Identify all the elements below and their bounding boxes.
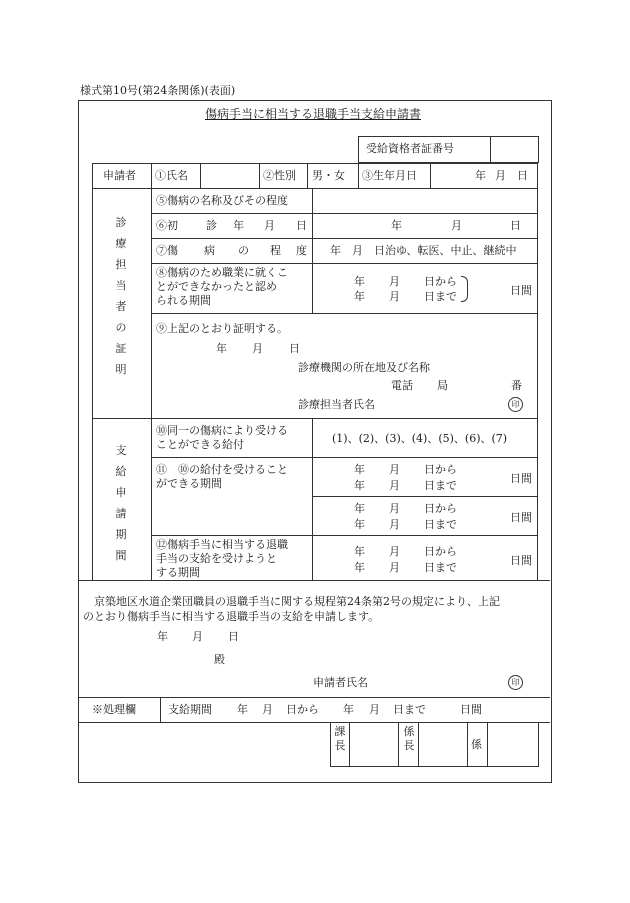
chief-stamp[interactable] [419,723,466,766]
period12-label: ⑫傷病手当に相当する退職 手当の支給を受けようと する期間 [156,538,288,579]
severity-value[interactable]: 年 月 日治ゆ、転医、中止、継続中 [330,244,517,257]
chief-label: 係長 [403,725,415,752]
birth-day: 日 [517,169,528,182]
doctor-section-label: 診療担当者の証明 [115,216,127,376]
name-label: ①氏名 [155,169,188,182]
applicant-name-label: 申請者氏名 [313,676,368,689]
applicant-row-top [92,163,537,164]
clinic-label: 診療機関の所在地及び名称 [298,361,430,374]
staff-label: 係 [471,738,482,751]
illness-name-field[interactable] [313,189,536,212]
doctor-seal: 印 [508,397,523,412]
birth-year: 年 [475,169,486,182]
sex-label: ②性別 [263,169,296,182]
birth-label: ③生年月日 [362,169,417,182]
same-illness-label: ⑩同一の傷病により受ける ことができる給付 [156,424,288,451]
addressee: 殿 [214,653,225,666]
brace-icon [461,276,468,302]
applicant-seal: 印 [508,675,523,690]
doctor-name-label: 診療担当者氏名 [298,398,375,411]
illness-name-label: ⑤傷病の名称及びその程度 [156,194,288,207]
staff-stamp[interactable] [488,723,536,766]
name-field[interactable] [201,164,258,187]
birth-month: 月 [495,169,506,182]
section-chief-label: 課長 [334,725,346,752]
form-reference: 様式第10号(第24条関係)(表面) [80,84,236,97]
processing-label: ※処理欄 [92,703,136,716]
unable-period-days: 日間 [510,284,532,297]
sex-options[interactable]: 男・女 [312,169,345,182]
certify-statement: ⑨上記のとおり証明する。 [156,322,288,335]
applicant-label: 申請者 [103,169,136,182]
benefit-section-label: 支給申請期間 [115,444,127,562]
cert-number-label: 受給資格者証番号 [366,142,454,155]
declaration-text: 京築地区水道企業団職員の退職手当に関する規程第24条第2号の規定により、上記 のとおり傷病手当に相当する退職手当の支給を申請します。 [83,595,500,623]
cert-number-field[interactable] [491,137,537,161]
period11-label: ⑪ ⑩の給付を受けること ができる期間 [156,463,288,490]
processing-period-label: 支給期間 [168,703,212,716]
unable-period-label: ⑧傷病のため職業に就くこ とができなかったと認め られる期間 [156,266,288,307]
section-chief-stamp[interactable] [350,723,397,766]
benefit-options[interactable]: (1)、(2)、(3)、(4)、(5)、(6)、(7) [332,432,508,445]
form-title: 傷病手当に相当する退職手当支給申請書 [205,107,422,121]
